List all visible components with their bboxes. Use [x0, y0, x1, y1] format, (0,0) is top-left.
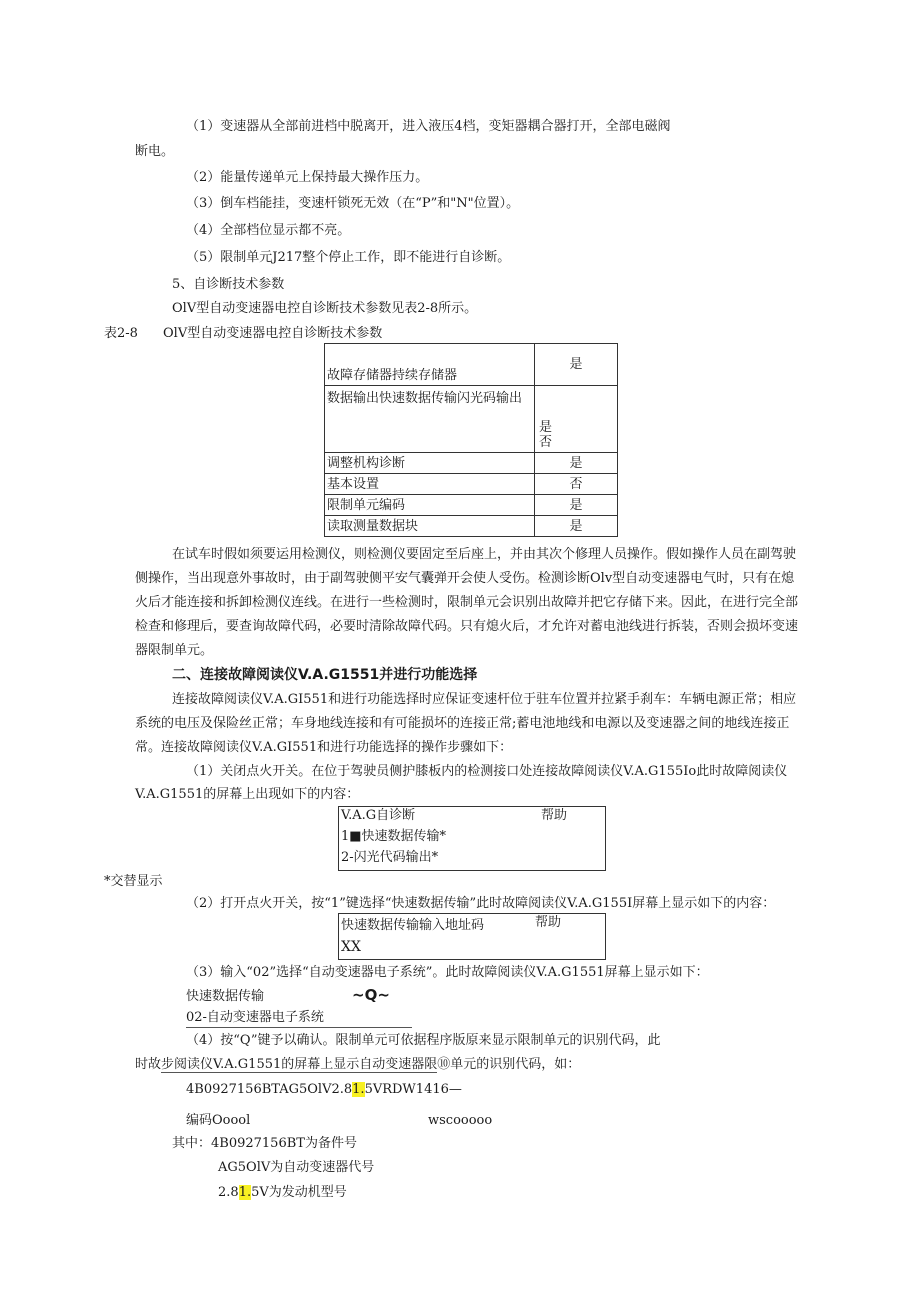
parameter-table — [324, 343, 618, 537]
table-cell-label: 基本设置 — [325, 474, 535, 495]
screen-line: 02-自动变速器电子系统 — [186, 1009, 412, 1028]
code-suffix: 5VRDW1416— — [364, 1082, 462, 1097]
table-intro: OlV型自动变速器电控自诊断技术参数见表2-8所示。 — [172, 301, 478, 316]
table-cell-label: 调整机构诊断 — [325, 453, 535, 474]
step-1-cont: V.A.G1551的屏幕上出现如下的内容： — [135, 787, 360, 802]
list-item-1-cont: 断电。 — [135, 144, 175, 159]
text-run: 时故 — [135, 1057, 162, 1072]
screen-option-2: 2-闪光代码输出* — [341, 850, 439, 865]
step-3: （3）输入“02”选择“自动变速器电子系统”。此时故障阅读仪V.A.G1551屏幕上显示如下： — [186, 965, 709, 980]
table-row — [325, 495, 618, 516]
body-line: 连接故障阅读仪V.A.GI551和进行功能选择时应保证变速杆位于驻车位置并拉紧手刹车：车辆电源正常；相应 — [172, 692, 797, 707]
body-line: 在试车时假如须要运用检测仪，则检测仪要固定至后座上，并由其次个修理人员操作。假如操作人员在副驾驶 — [172, 547, 797, 562]
table-row — [325, 453, 618, 474]
value-no: 否 — [539, 435, 553, 450]
list-item-4: （4）全部档位显示都不亮。 — [186, 223, 351, 238]
screen-option-1: 1■快速数据传输* — [341, 829, 447, 844]
text-run: 步阅读仪V.A.G1551的屏幕上显示自动变速器限 — [161, 1057, 438, 1072]
table-row — [325, 474, 618, 495]
screen-display-1 — [338, 806, 606, 871]
table-row — [325, 344, 618, 386]
screen-help: 帮助 — [535, 915, 562, 930]
table-cell-label: 故障存储器持续存储器 — [325, 344, 535, 386]
table-cell-label: 数据输出快速数据传输闪光码输出 — [325, 386, 535, 453]
text-run: ⑩单元的识别代码，如： — [437, 1057, 581, 1072]
list-item-1: （1）变速器从全部前进档中脱离开，进入液压4档，变矩器耦合器打开，全部电磁阀 — [186, 119, 671, 134]
table-cell-value: 否 — [535, 474, 618, 495]
code-highlight: 1. — [352, 1082, 365, 1097]
text-highlight: 1. — [238, 1185, 252, 1200]
step-4-cont — [135, 1056, 580, 1074]
step-4: （4）按“Q”键予以确认。限制单元可依据程序版原来显示限制单元的识别代码，此 — [186, 1033, 661, 1048]
table-row — [325, 516, 618, 537]
list-item-2: （2）能量传递单元上保持最大操作压力。 — [186, 170, 429, 185]
screen-display-2 — [338, 913, 606, 960]
body-line: 检查和修理后，要查询故障代码，必要时清除故障代码。只有熄火后，才允许对蓄电池线进行拆装，否则会损坏变速 — [135, 619, 799, 634]
value-yes: 是 — [539, 420, 553, 435]
table-caption: OlV型自动变速器电控自诊断技术参数 — [163, 326, 383, 341]
body-line: 侧操作，当出现意外事故时，由于副驾驶侧平安气囊弹开会使人受伤。检测诊断Olv型自动变速器电气时，只有在熄 — [135, 571, 795, 586]
table-cell-value: 是 — [535, 495, 618, 516]
screen-symbol: ~Q~ — [352, 986, 390, 1004]
table-cell-value — [535, 386, 618, 453]
body-line: 火后才能连接和拆卸检测仪连线。在进行一些检测时，限制单元会识别出故障并把它存储下来。因此，在进行完全部 — [135, 595, 799, 610]
body-line: 器限制单元。 — [135, 643, 214, 658]
screen-help: 帮助 — [541, 808, 568, 823]
screen-line: XX — [341, 939, 361, 955]
table-cell-value: 是 — [535, 516, 618, 537]
table-cell-label: 读取测量数据块 — [325, 516, 535, 537]
body-line: 系统的电压及保险丝正常；车身地线连接和有可能损坏的连接正常;蓄电池地线和电源以及变速器之间的地线连接正 — [135, 716, 790, 731]
table-number: 表2-8 — [104, 326, 138, 341]
subsection-heading: 5、自诊断技术参数 — [172, 277, 285, 292]
footnote: *交替显示 — [104, 874, 163, 889]
wsc-label: wscooooo — [428, 1113, 493, 1128]
where-line: AG5OlV为自动变速器代号 — [218, 1160, 375, 1175]
section-title: 二、连接故障阅读仪V.A.G1551并进行功能选择 — [172, 667, 478, 683]
text-run: 2.8 — [218, 1185, 239, 1200]
screen-line: 快速数据传输输入地址码 — [341, 918, 485, 933]
where-line — [218, 1184, 347, 1202]
screen-title: V.A.G自诊断 — [341, 808, 416, 823]
step-2: （2）打开点火开关，按“1”键选择“快速数据传输”此时故障阅读仪V.A.G155I屏幕上显示如下的内容： — [186, 896, 776, 911]
code-prefix: 4B0927156BTAG5OlV2.8 — [186, 1082, 353, 1097]
table-cell-value: 是 — [535, 453, 618, 474]
table-row — [325, 386, 618, 453]
list-item-5: （5）限制单元J217整个停止工作，即不能进行自诊断。 — [186, 250, 511, 265]
body-line: 常。连接故障阅读仪V.A.GI551和进行功能选择的操作步骤如下： — [135, 740, 513, 755]
where-line: 其中：4B0927156BT为备件号 — [172, 1136, 357, 1151]
id-code — [186, 1081, 462, 1099]
coding-label: 编码Ooool — [186, 1113, 251, 1128]
table-cell-label: 限制单元编码 — [325, 495, 535, 516]
text-run: 5V为发动机型号 — [251, 1185, 347, 1200]
table-cell-value: 是 — [535, 344, 618, 386]
step-1: （1）关闭点火开关。在位于驾驶员侧护膝板内的检测接口处连接故障阅读仪V.A.G155Io此时故障阅读仪 — [186, 764, 788, 779]
list-item-3: （3）倒车档能挂，变速杆锁死无效（在“P”和"N"位置）。 — [186, 196, 520, 211]
screen-line: 快速数据传输 — [186, 989, 265, 1004]
